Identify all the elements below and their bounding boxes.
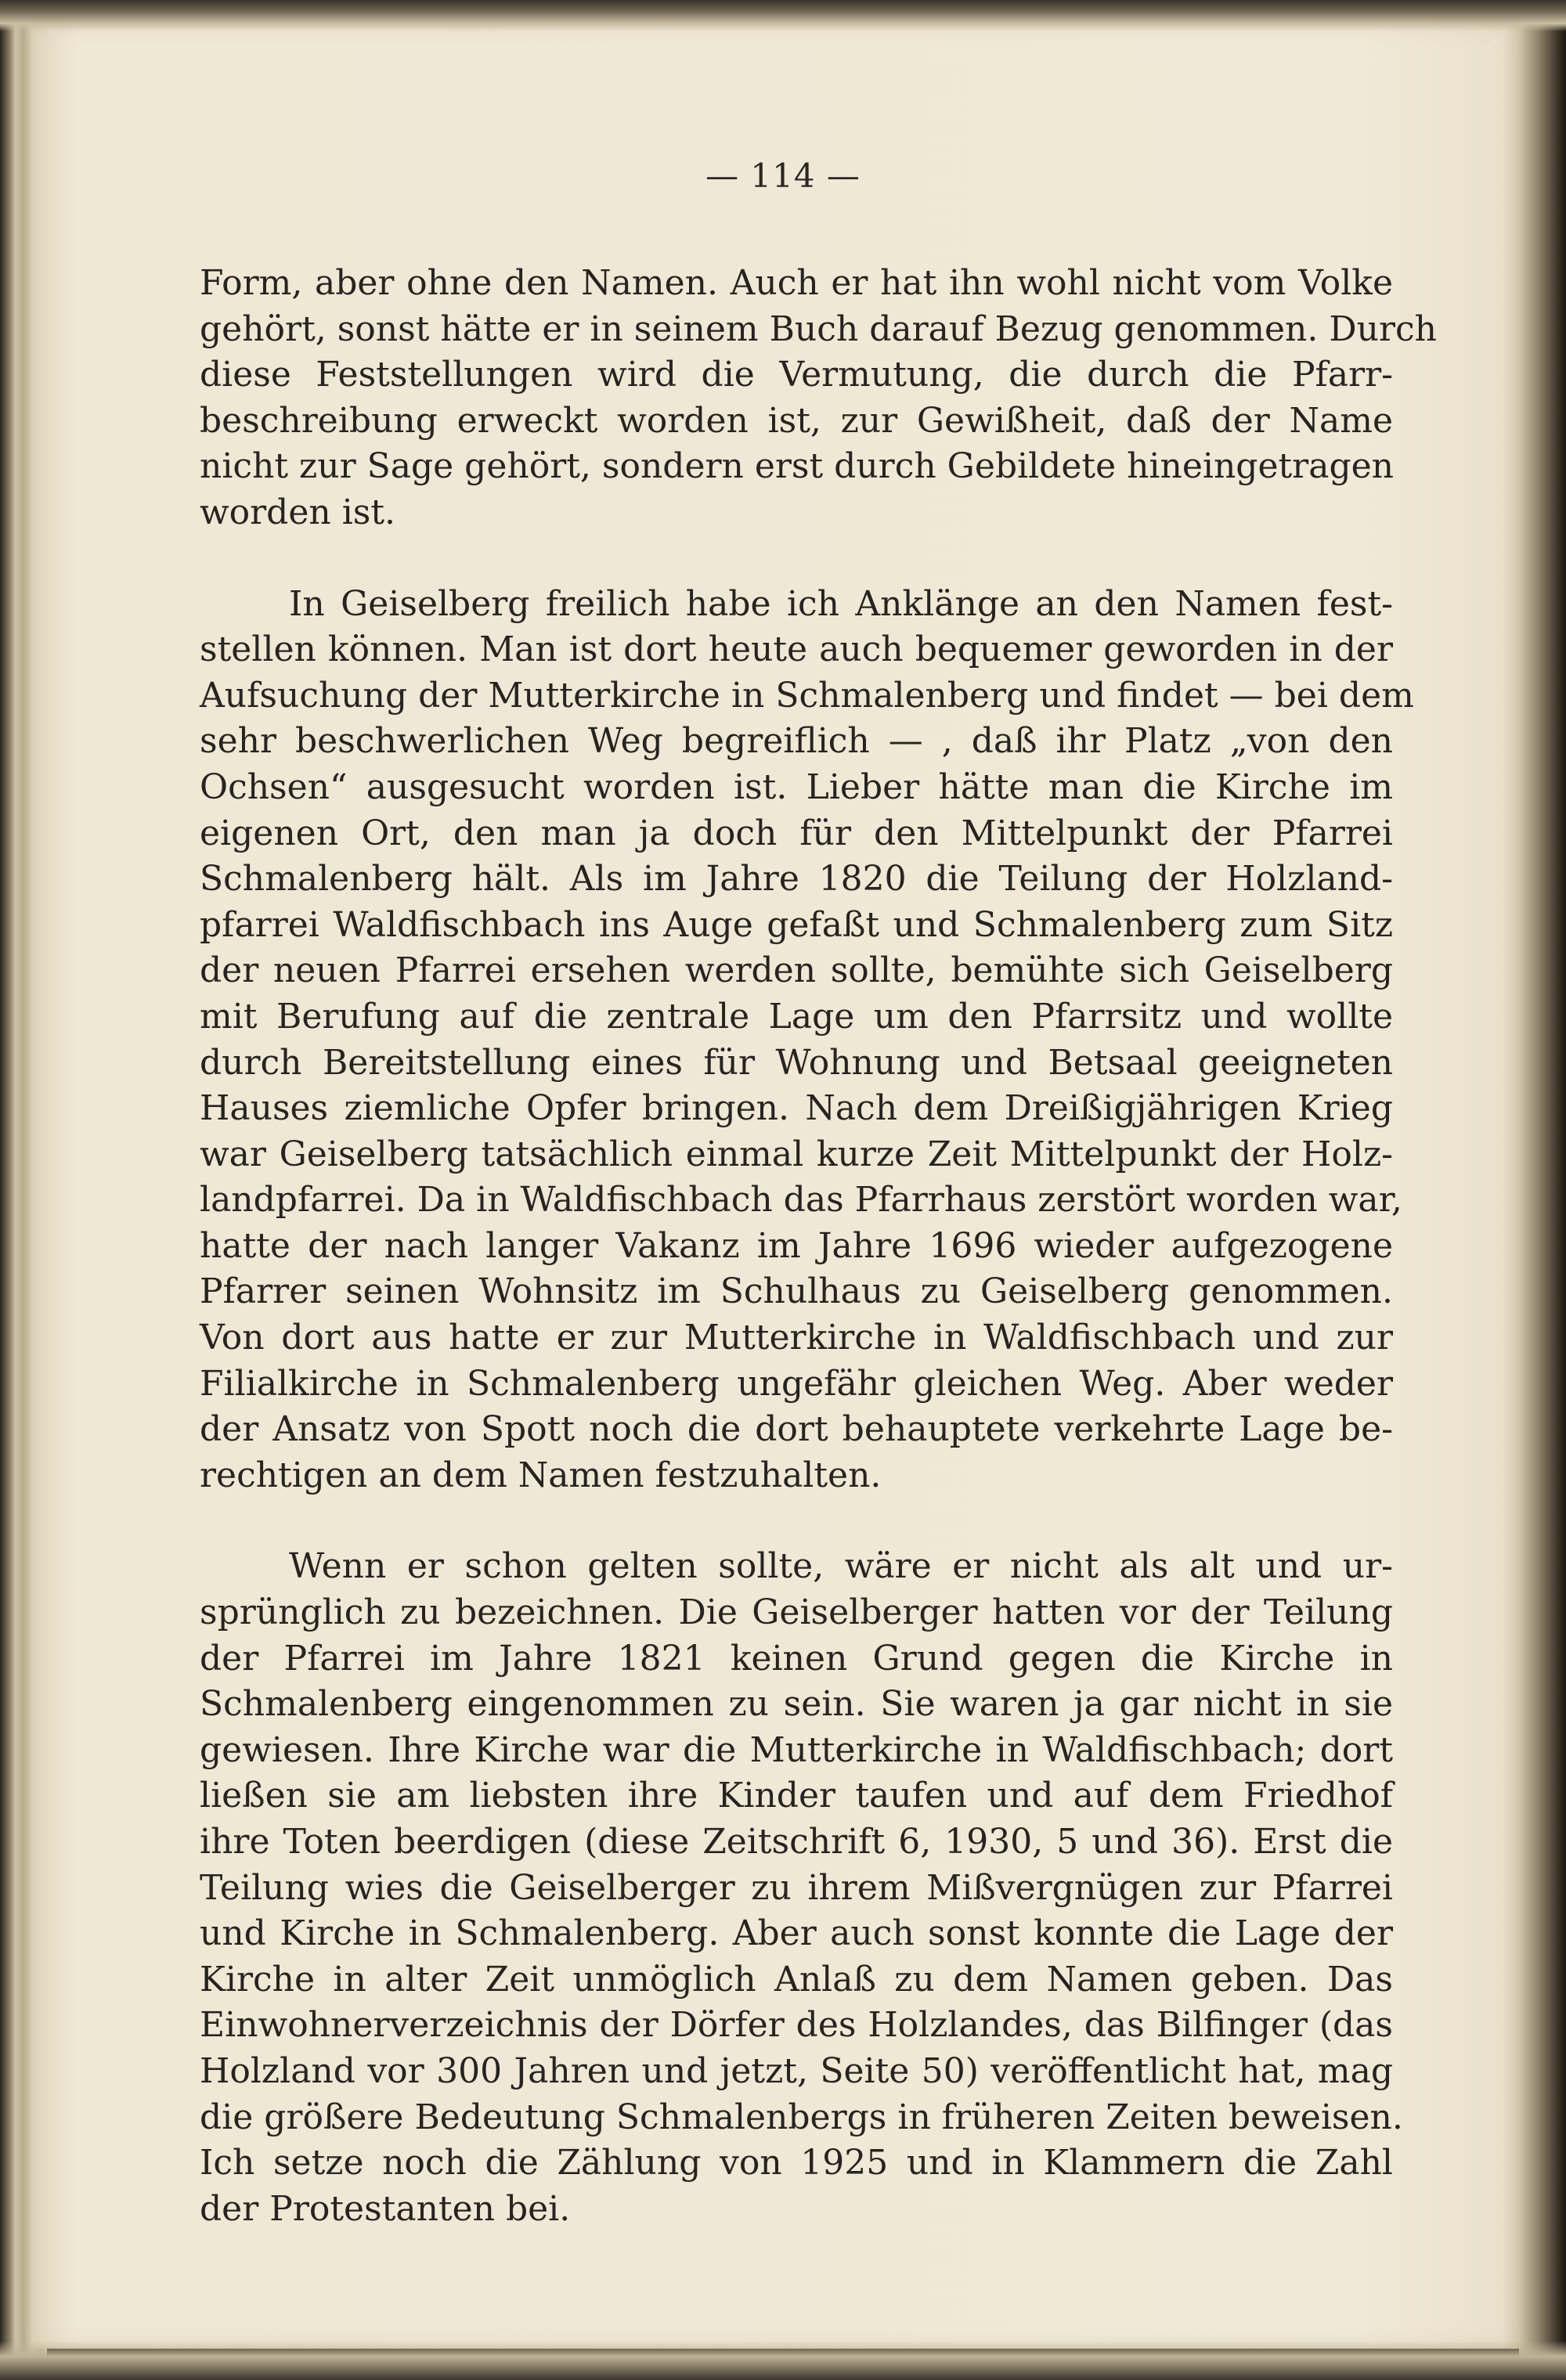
- text-line: Einwohnerverzeichnis der Dörfer des Holzlandes, das Bilfinger (das: [200, 2005, 1393, 2046]
- text-line: der Ansatz von Spott noch die dort behauptete verkehrte Lage be-: [200, 1409, 1393, 1450]
- text-line: Schmalenberg eingenommen zu sein. Sie waren ja gar nicht in sie: [200, 1684, 1393, 1725]
- text-line: Teilung wies die Geiselberger zu ihrem Mißvergnügen zur Pfarrei: [200, 1867, 1393, 1908]
- text-line: Kirche in alter Zeit unmöglich Anlaß zu dem Namen geben. Das: [200, 1959, 1393, 2000]
- text-line: Holzland vor 300 Jahren und jetzt, Seite 50) veröffentlicht hat, mag: [200, 2050, 1393, 2091]
- text-line: Wenn er schon gelten sollte, wäre er nicht als alt und ur-: [289, 1546, 1393, 1587]
- text-line: Filialkirche in Schmalenberg ungefähr gleichen Weg. Aber weder: [200, 1363, 1393, 1404]
- text-line: sehr beschwerlichen Weg begreiflich — , daß ihr Platz „von den: [200, 721, 1393, 762]
- text-line: In Geiselberg freilich habe ich Anklänge an den Namen fest-: [289, 583, 1393, 624]
- text-line: rechtigen an dem Namen festzuhalten.: [200, 1455, 882, 1495]
- text-line: Ich setze noch die Zählung von 1925 und in Klammern die Zahl: [200, 2143, 1393, 2183]
- text-line: durch Bereitstellung eines für Wohnung und Betsaal geeigneten: [200, 1042, 1393, 1083]
- text-line: mit Berufung auf die zentrale Lage um den Pfarrsitz und wollte: [200, 996, 1393, 1037]
- text-line: worden ist.: [200, 492, 396, 532]
- text-line: gewiesen. Ihre Kirche war die Mutterkirche in Waldfischbach; dort: [200, 1729, 1393, 1770]
- text-line: stellen können. Man ist dort heute auch bequemer geworden in der: [200, 629, 1393, 670]
- text-line: Von dort aus hatte er zur Mutterkirche in Waldfischbach und zur: [200, 1318, 1393, 1358]
- text-line: ließen sie am liebsten ihre Kinder taufen und auf dem Friedhof: [200, 1776, 1393, 1816]
- text-line: Aufsuchung der Mutterkirche in Schmalenberg und findet — bei dem: [200, 675, 1414, 716]
- text-line: Form, aber ohne den Namen. Auch er hat ihn wohl nicht vom Volke: [200, 263, 1393, 303]
- text-line: ihre Toten beerdigen (diese Zeitschrift 6, 1930, 5 und 36). Erst die: [200, 1822, 1393, 1862]
- text-line: hatte der nach langer Vakanz im Jahre 1696 wieder aufgezogene: [200, 1225, 1393, 1266]
- text-line: pfarrei Waldfischbach ins Auge gefaßt und Schmalenberg zum Sitz: [200, 904, 1393, 945]
- page-number: — 114 —: [705, 157, 861, 195]
- text-line: beschreibung erweckt worden ist, zur Gewißheit, daß der Name: [200, 400, 1393, 441]
- page-right-edge: [1519, 0, 1566, 2380]
- text-line: der Pfarrei im Jahre 1821 keinen Grund gegen die Kirche in: [200, 1638, 1393, 1679]
- text-line: nicht zur Sage gehört, sondern erst durch Gebildete hineingetragen: [200, 446, 1394, 487]
- text-line: sprünglich zu bezeichnen. Die Geiselberger hatten vor der Teilung: [200, 1592, 1393, 1633]
- text-line: Hauses ziemliche Opfer bringen. Nach dem Dreißigjährigen Krieg: [200, 1088, 1393, 1129]
- text-line: gehört, sonst hätte er in seinem Buch darauf Bezug genommen. Durch: [200, 308, 1437, 349]
- text-line: Pfarrer seinen Wohnsitz im Schulhaus zu Geiselberg genommen.: [200, 1271, 1393, 1312]
- page-top-shadow: [0, 0, 1566, 31]
- page-bottom-shadow: [0, 2341, 1566, 2380]
- paragraph-3: [200, 1544, 1403, 2232]
- text-line: landpfarrei. Da in Waldfischbach das Pfarrhaus zerstört worden war,: [200, 1180, 1402, 1221]
- text-line: Ochsen“ ausgesucht worden ist. Lieber hätte man die Kirche im: [200, 766, 1393, 807]
- paragraph-2: [200, 582, 1414, 1499]
- text-line: Schmalenberg hält. Als im Jahre 1820 die Teilung der Holzland-: [200, 859, 1393, 900]
- text-line: die größere Bedeutung Schmalenbergs in früheren Zeiten beweisen.: [200, 2097, 1403, 2137]
- text-line: war Geiselberg tatsächlich einmal kurze Zeit Mittelpunkt der Holz-: [200, 1134, 1393, 1174]
- text-line: der neuen Pfarrei ersehen werden sollte, bemühte sich Geiselberg: [200, 950, 1393, 991]
- text-line: der Protestanten bei.: [200, 2188, 571, 2229]
- text-line: eigenen Ort, den man ja doch für den Mittelpunkt der Pfarrei: [200, 813, 1393, 853]
- paragraph-1: [200, 261, 1437, 536]
- text-line: und Kirche in Schmalenberg. Aber auch sonst konnte die Lage der: [200, 1913, 1393, 1954]
- body-text: [200, 261, 1437, 2232]
- text-line: diese Feststellungen wird die Vermutung, die durch die Pfarr-: [200, 355, 1393, 395]
